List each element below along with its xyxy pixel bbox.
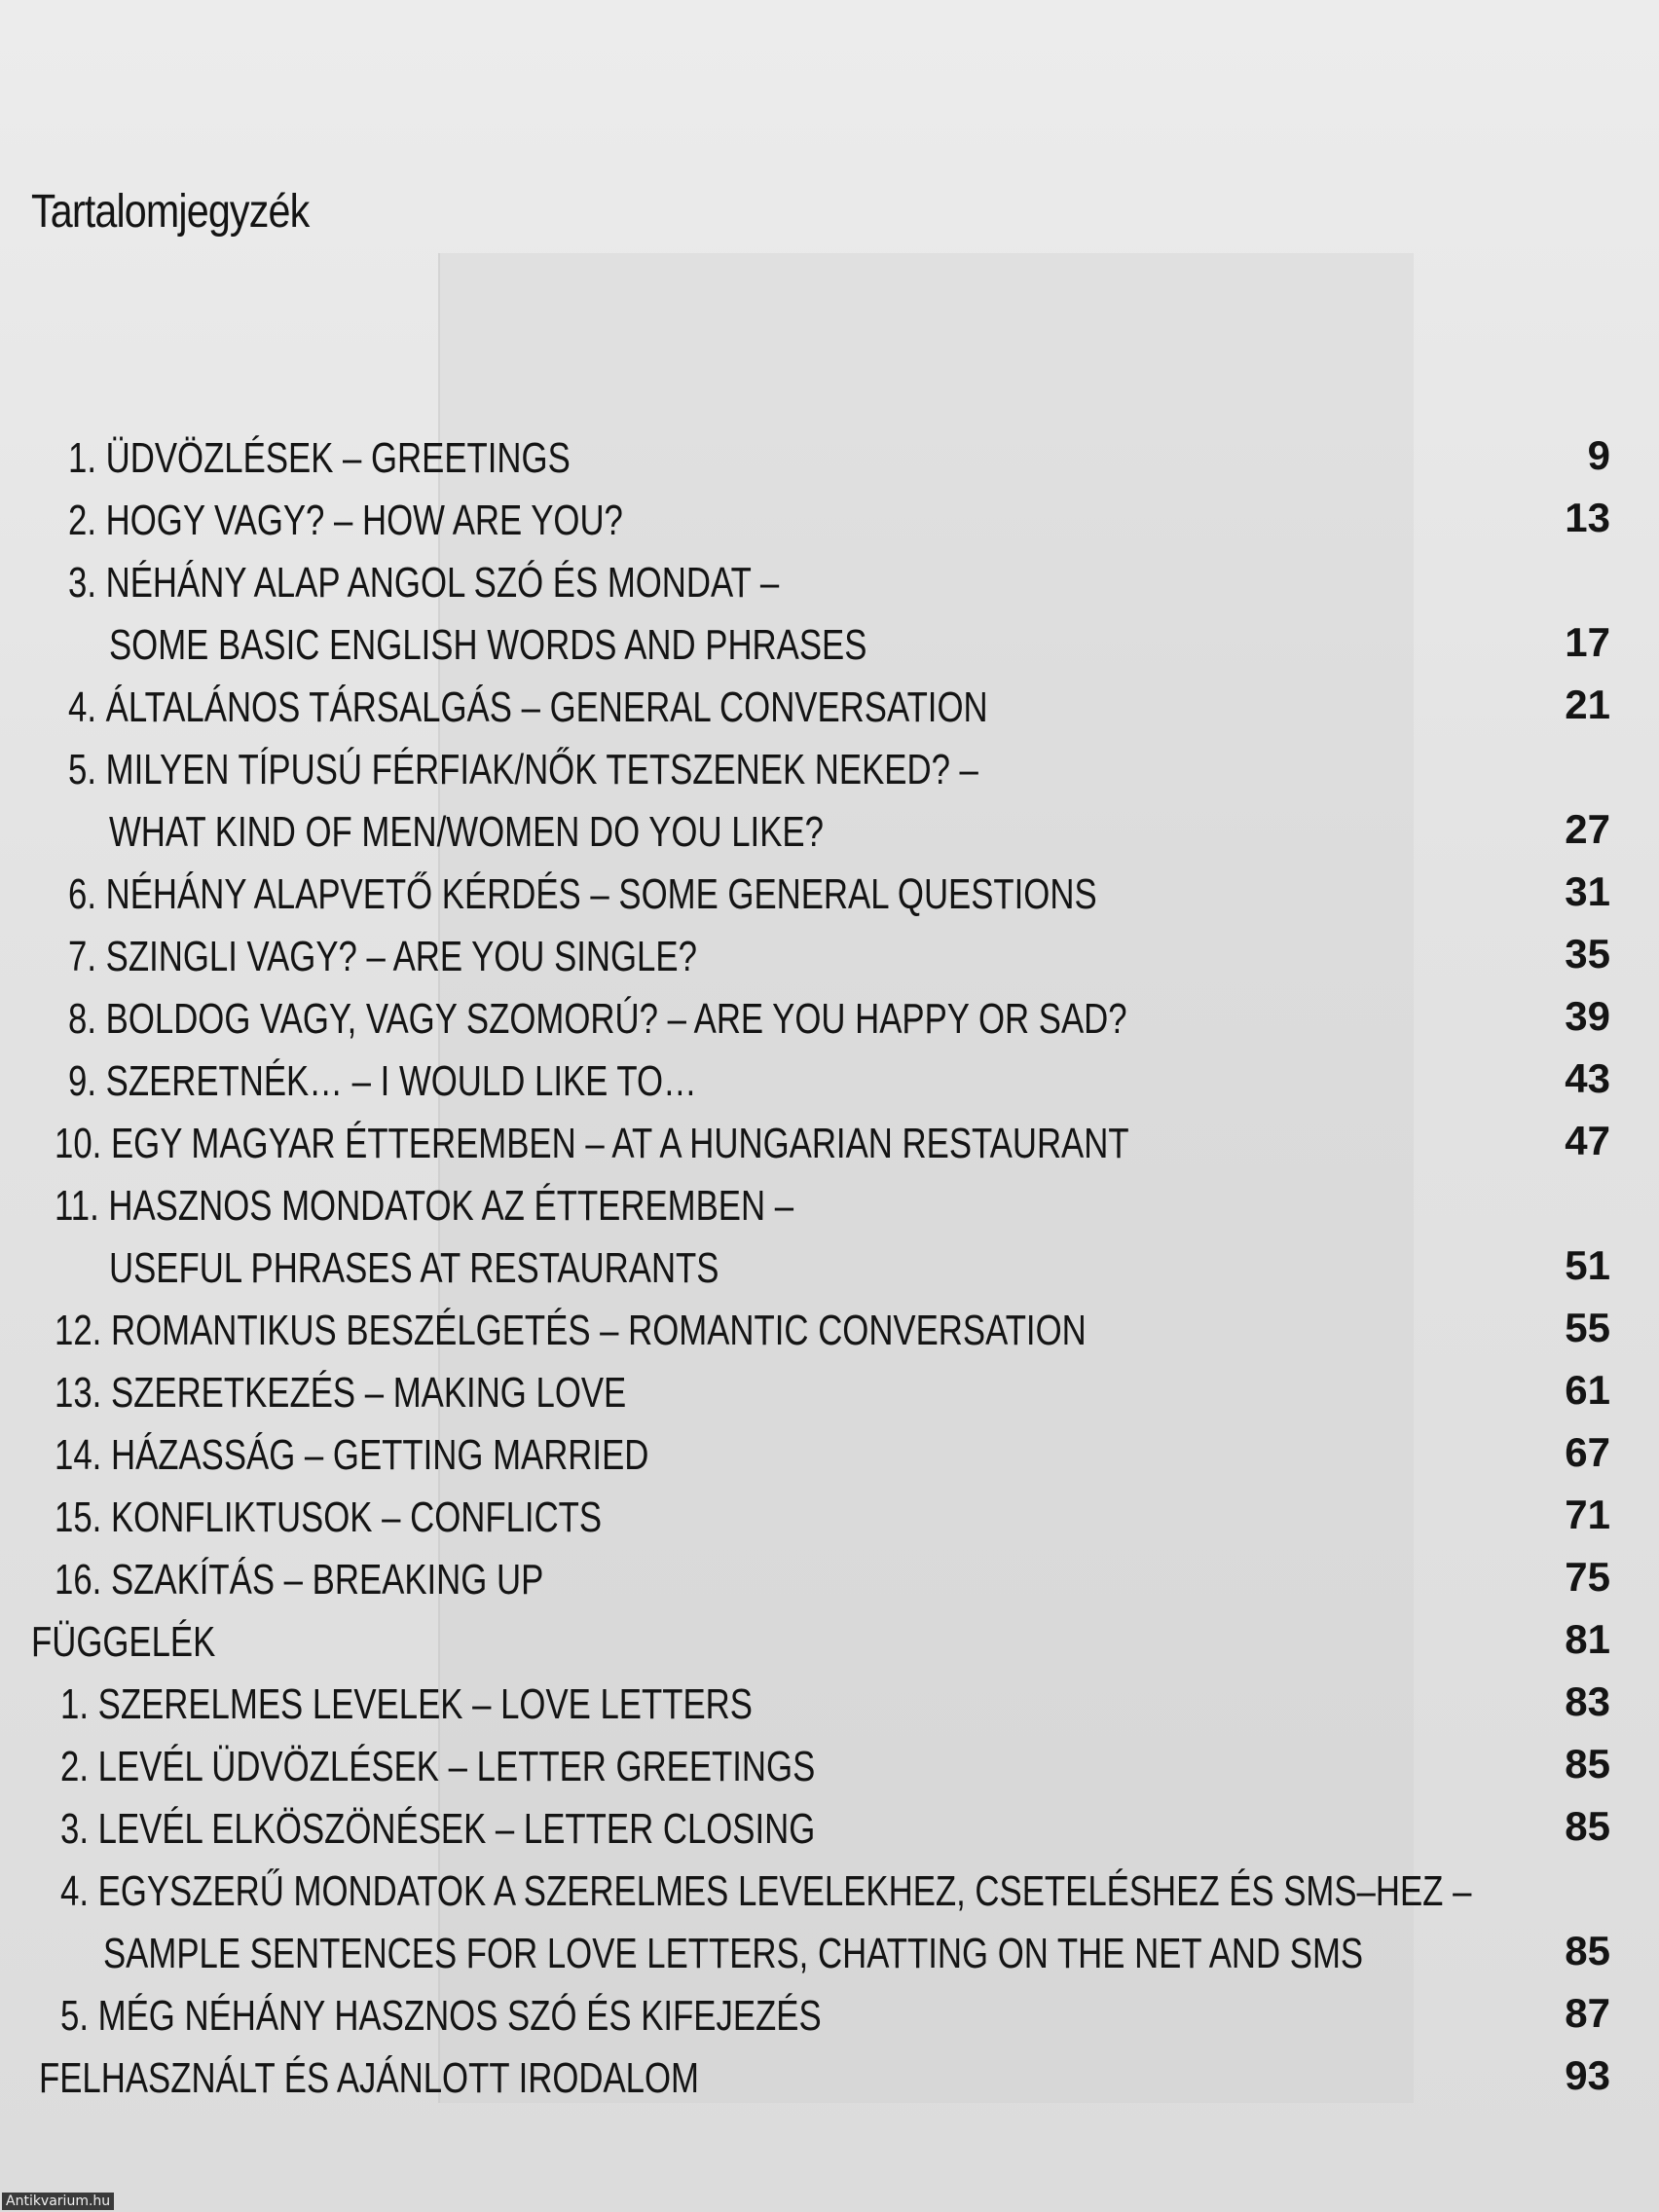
toc-entry-label: 9. SZERETNÉK… – I WOULD LIKE TO…: [68, 1057, 697, 1105]
toc-entry: [0, 927, 1659, 987]
toc-entry-label: 2. LEVÉL ÜDVÖZLÉSEK – LETTER GREETINGS: [60, 1743, 816, 1790]
toc-entry-label: USEFUL PHRASES AT RESTAURANTS: [109, 1244, 719, 1292]
toc-entry: [0, 491, 1659, 551]
toc-entry: [0, 428, 1659, 489]
toc-entry: [0, 802, 1659, 863]
toc-entry: [0, 1550, 1659, 1610]
toc-entry-page: 27: [1565, 806, 1610, 852]
toc-entry: [0, 615, 1659, 676]
toc-entry: [0, 1675, 1659, 1735]
toc-entry-page: 21: [1565, 682, 1610, 727]
toc-entry-page: 47: [1565, 1118, 1610, 1163]
toc-entry-page: 43: [1565, 1055, 1610, 1101]
toc-entry-page: 81: [1565, 1616, 1610, 1662]
toc-entry-page: 67: [1565, 1429, 1610, 1475]
toc-entry: [0, 1114, 1659, 1174]
toc-entry: [0, 1176, 1659, 1236]
toc-entry-label: 4. ÁLTALÁNOS TÁRSALGÁS – GENERAL CONVERSATION: [68, 683, 988, 731]
toc-entry-page: 83: [1565, 1678, 1610, 1724]
toc-entry-page: 39: [1565, 993, 1610, 1039]
toc-entry: [0, 1799, 1659, 1860]
toc-entry-label: FÜGGELÉK: [31, 1618, 216, 1666]
toc-entry-label: 2. HOGY VAGY? – HOW ARE YOU?: [68, 497, 623, 544]
toc-entry-label: 16. SZAKÍTÁS – BREAKING UP: [55, 1556, 544, 1604]
toc-entry-label: 5. MILYEN TÍPUSÚ FÉRFIAK/NŐK TETSZENEK NEKED? –: [68, 746, 978, 793]
toc-entry-label: 3. LEVÉL ELKÖSZÖNÉSEK – LETTER CLOSING: [60, 1805, 816, 1853]
toc-entry-label: 11. HASZNOS MONDATOK AZ ÉTTEREMBEN –: [55, 1182, 794, 1230]
toc-entry-label: 8. BOLDOG VAGY, VAGY SZOMORÚ? – ARE YOU HAPPY OR SAD?: [68, 995, 1127, 1043]
toc-entry: [0, 989, 1659, 1050]
toc-entry-label: 6. NÉHÁNY ALAPVETŐ KÉRDÉS – SOME GENERAL QUESTIONS: [68, 870, 1097, 918]
toc-entry-label: 13. SZERETKEZÉS – MAKING LOVE: [55, 1369, 627, 1417]
toc-entry: [0, 740, 1659, 800]
toc-entry-label: 10. EGY MAGYAR ÉTTEREMBEN – AT A HUNGARIAN RESTAURANT: [55, 1120, 1129, 1167]
toc-entry: [0, 1862, 1659, 1922]
toc-entry: [0, 1737, 1659, 1797]
watermark: Antikvarium.hu: [2, 2193, 114, 2210]
toc-entry: [0, 865, 1659, 925]
toc-entry-label: 1. SZERELMES LEVELEK – LOVE LETTERS: [60, 1680, 753, 1728]
toc-entry: [0, 1301, 1659, 1361]
toc-entry-page: 93: [1565, 2052, 1610, 2098]
toc-entry-label: 14. HÁZASSÁG – GETTING MARRIED: [55, 1431, 649, 1479]
toc-entry: [0, 1051, 1659, 1112]
toc-entry-label: SOME BASIC ENGLISH WORDS AND PHRASES: [109, 621, 867, 669]
toc-entry: [0, 1986, 1659, 2046]
toc-entry-page: 13: [1565, 495, 1610, 540]
toc-entry-page: 31: [1565, 868, 1610, 914]
toc-section-heading: [0, 1612, 1659, 1673]
toc-entry-label: 5. MÉG NÉHÁNY HASZNOS SZÓ ÉS KIFEJEZÉS: [60, 1992, 822, 2040]
toc-entry-page: 87: [1565, 1990, 1610, 2036]
toc-entry-label: 7. SZINGLI VAGY? – ARE YOU SINGLE?: [68, 933, 697, 980]
toc-entry: [0, 1488, 1659, 1548]
toc-entry-label: 4. EGYSZERŰ MONDATOK A SZERELMES LEVELEKHEZ, CSETELÉSHEZ ÉS SMS–HEZ –: [60, 1867, 1472, 1915]
toc-entry-page: 51: [1565, 1242, 1610, 1288]
toc-entry-page: 35: [1565, 931, 1610, 977]
toc-entry-label: 1. ÜDVÖZLÉSEK – GREETINGS: [68, 434, 571, 482]
page-title: Tartalomjegyzék: [31, 186, 310, 238]
toc-entry: [0, 1924, 1659, 1984]
toc-entry: [0, 1425, 1659, 1486]
toc-entry-label: 3. NÉHÁNY ALAP ANGOL SZÓ ÉS MONDAT –: [68, 559, 780, 607]
toc-entry: [0, 553, 1659, 613]
toc-entry-page: 55: [1565, 1305, 1610, 1350]
toc-section-heading: [0, 2048, 1659, 2109]
toc-entry-page: 85: [1565, 1803, 1610, 1849]
toc-entry-page: 75: [1565, 1554, 1610, 1600]
toc-entry-page: 85: [1565, 1741, 1610, 1787]
toc-entry-page: 17: [1565, 619, 1610, 665]
toc-entry-page: 71: [1565, 1492, 1610, 1537]
toc-entry-label: FELHASZNÁLT ÉS AJÁNLOTT IRODALOM: [39, 2054, 699, 2102]
toc-entry-label: SAMPLE SENTENCES FOR LOVE LETTERS, CHATTING ON THE NET AND SMS: [103, 1930, 1364, 1977]
toc-entry: [0, 1363, 1659, 1423]
toc-entry-page: 85: [1565, 1928, 1610, 1973]
toc-entry-page: 61: [1565, 1367, 1610, 1413]
toc-entry: [0, 678, 1659, 738]
toc-entry-page: 9: [1587, 432, 1610, 478]
toc-entry: [0, 1238, 1659, 1299]
toc-entry-label: WHAT KIND OF MEN/WOMEN DO YOU LIKE?: [109, 808, 824, 856]
toc-entry-label: 15. KONFLIKTUSOK – CONFLICTS: [55, 1493, 603, 1541]
toc-entry-label: 12. ROMANTIKUS BESZÉLGETÉS – ROMANTIC CONVERSATION: [55, 1307, 1087, 1354]
